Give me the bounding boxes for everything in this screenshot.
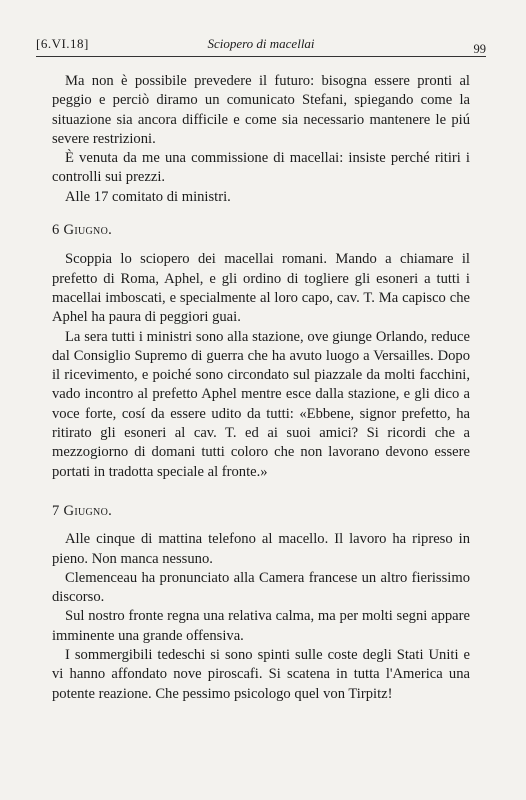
running-title: Sciopero di macellai <box>207 36 315 51</box>
page-body <box>52 72 470 704</box>
entry-date-heading: 7 Giugno. <box>52 502 113 519</box>
paragraph: I sommergibili tedeschi si sono spinti sulle coste degli Stati Uniti e vi hanno affondato nove piroscafi. Si scatena in tutta l'America una potente reazione. Che pessimo psicologo quel von Tirpitz! <box>52 647 470 702</box>
paragraph: Ma non è possibile prevedere il futuro: bisogna essere pronti al peggio e perciò diramo un comunicato Stefani, spiegando come la situazione sia ancora difficile e come sia necessario mantenere le piú severe restrizioni. <box>52 73 470 147</box>
paragraph: Scoppia lo sciopero dei macellai romani. Mando a chiamare il prefetto di Roma, Aphel, e gli ordino di togliere gli esoneri a tutti i macellai imboscati, e specialmente al loro capo, cav. T. Ma capisco che Aphel ha paura di peggiori guai. <box>52 251 470 326</box>
paragraph: Alle 17 comitato di ministri. <box>65 188 231 205</box>
paragraph: La sera tutti i ministri sono alla stazione, ove giunge Orlando, reduce dal Consiglio Supremo di guerra che ha avuto luogo a Versailles. Dopo il ricevimento, e poiché sono circondato sul piazzale da molti facchini, vado incontro al prefetto Aphel mentre esce dalla stazione, e gli dico a voce forte, cosí da essere udito da tutti: «Ebbene, signor prefetto, ha ritirato gli esoneri al cav. T. ed ai suoi amici? Si ricordi che a mezzogiorno di domani tutti coloro che non lavorano devono essere portati in tradotta speciale al fronte.» <box>52 328 470 480</box>
entry-date-heading: 6 Giugno. <box>52 222 113 239</box>
paragraph: Alle cinque di mattina telefono al macello. Il lavoro ha ripreso in pieno. Non manca nessuno. <box>52 531 470 567</box>
paragraph: È venuta da me una commissione di macellai: insiste perché ritiri i controlli sui prezzi. <box>52 150 470 186</box>
paragraph: Sul nostro fronte regna una relativa calma, ma per molti segni appare imminente una grande offensiva. <box>52 608 470 644</box>
header-date-ref: [6.VI.18] <box>36 36 89 51</box>
running-header <box>36 34 486 57</box>
page-number: 99 <box>473 42 486 56</box>
paragraph: Clemenceau ha pronunciato alla Camera francese un altro fierissimo discorso. <box>52 569 470 606</box>
